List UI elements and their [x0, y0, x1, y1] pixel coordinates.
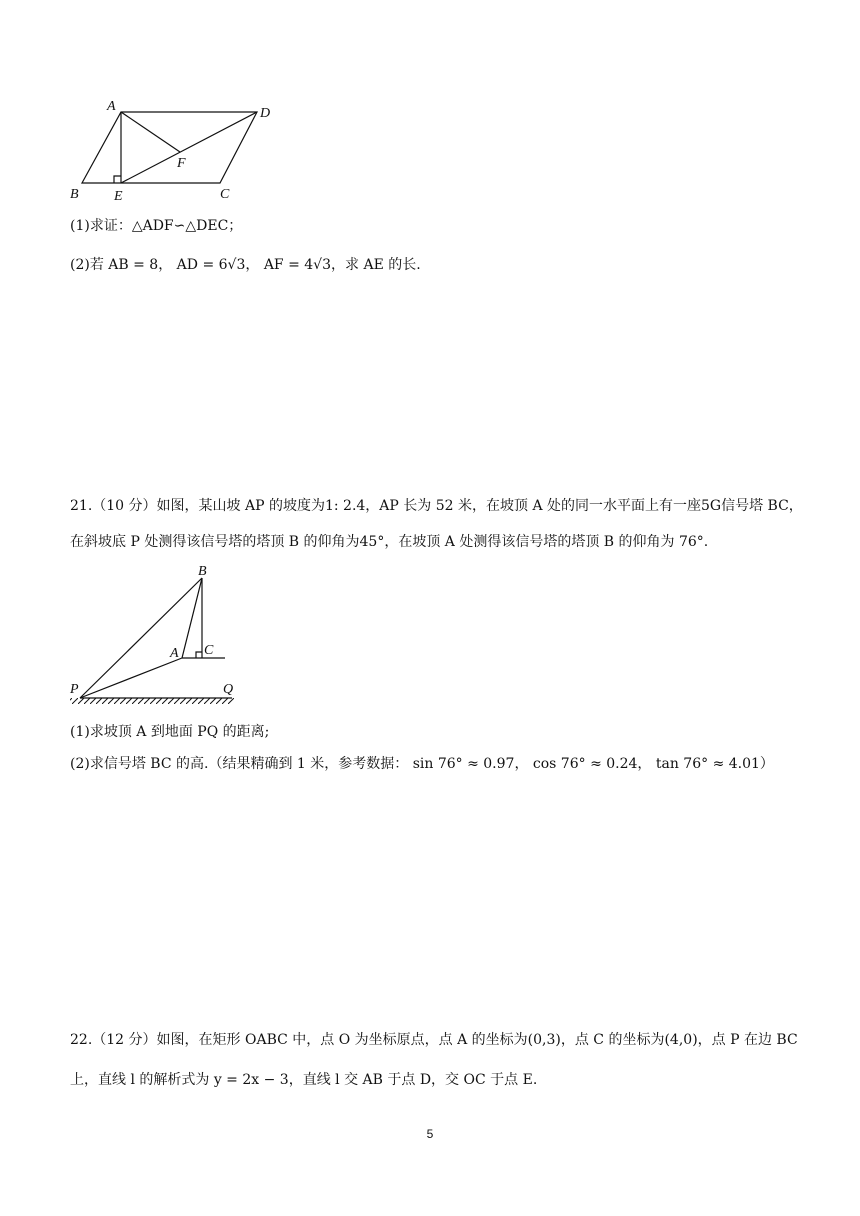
label-f: F: [177, 156, 186, 171]
label-c: C: [220, 187, 230, 202]
q20-part1: (1)求证：△ADF∽△DEC；: [70, 218, 243, 234]
q21-part2: (2)求信号塔 BC 的高.（结果精确到 1 米，参考数据： sin 76° ≈ 0.97， cos 76° ≈ 0.24， tan 76° ≈ 4.01）: [70, 756, 774, 772]
label-e: E: [114, 189, 123, 204]
slope-tower-figure: [60, 560, 245, 710]
label-p: P: [70, 682, 79, 697]
label-b2: B: [198, 564, 207, 579]
label-q: Q: [223, 682, 234, 697]
parallelogram-figure: [60, 95, 290, 210]
page-number: 5: [426, 1127, 434, 1141]
label-a2: A: [170, 646, 179, 661]
label-b: B: [70, 187, 79, 202]
label-c2: C: [204, 643, 214, 658]
q21-part1: (1)求坡顶 A 到地面 PQ 的距离;: [70, 724, 270, 740]
q22-stem-line2: 上，直线 l 的解析式为 y = 2x − 3，直线 l 交 AB 于点 D，交 OC 于点 E.: [70, 1072, 538, 1088]
q21-stem-line1: 21.（10 分）如图，某山坡 AP 的坡度为1: 2.4，AP 长为 52 米，在坡顶 A 处的同一水平面上有一座5G信号塔 BC，: [70, 498, 803, 514]
label-d: D: [260, 106, 271, 121]
label-a: A: [107, 99, 116, 114]
q22-stem-line1: 22.（12 分）如图，在矩形 OABC 中，点 O 为坐标原点，点 A 的坐标为(0,3)，点 C 的坐标为(4,0)，点 P 在边 BC: [70, 1032, 798, 1048]
q20-part2: (2)若 AB = 8， AD = 6√3， AF = 4√3，求 AE 的长.: [70, 257, 421, 273]
q21-stem-line2: 在斜坡底 P 处测得该信号塔的塔顶 B 的仰角为45°，在坡顶 A 处测得该信号塔的塔顶 B 的仰角为 76°.: [70, 534, 709, 550]
